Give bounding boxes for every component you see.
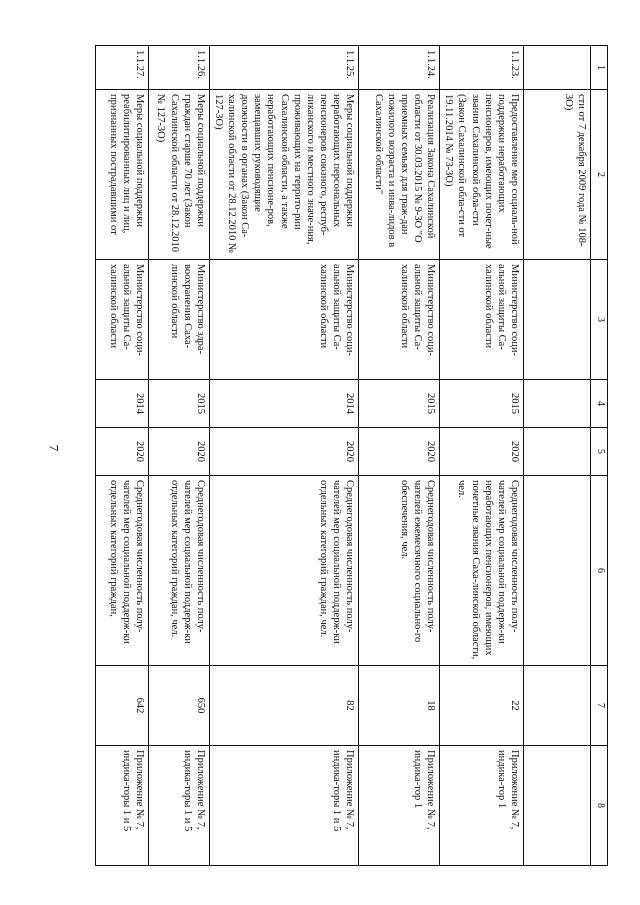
start-year: 2015 <box>148 380 209 428</box>
measure-name: Меры социальной поддержки неработающих персональных пенсионеров союзного, респуб-ликанского и местного значе-ния, проживающих на террито-рии Сахалинской области, а также неработающих пенсионе-ров, замещавших руководящие должности в органах (Закон Са-халинской области от 28.12.2010 № 127-ЗО) <box>209 90 358 260</box>
executor: Министерство соци-альной защиты Са-халинской области <box>359 260 440 380</box>
header-cell: 4 <box>591 380 608 428</box>
table-row <box>95 46 148 866</box>
end-year: 2020 <box>440 428 524 476</box>
header-cell: 6 <box>591 476 608 666</box>
end-year: 2020 <box>209 428 358 476</box>
row-number: 1.1.25. <box>209 46 358 90</box>
end-year: 2020 <box>95 428 148 476</box>
measure-name: Предоставление мер социаль-ной поддержки неработающих пенсионеров, имеющих почет-ные звания Сахалинской обла-сти (Закон Сахалинской обла-сти от 19.11.2014 № 73-ЗО) <box>440 90 524 260</box>
executor: Министерство соци-альной защиты Са-халинской области <box>209 260 358 380</box>
indicator: Среднегодовая численность полу-чателей мер социальной поддерж-ки отдельных категорий граждан, чел. <box>148 476 209 666</box>
header-cell: 7 <box>591 666 608 746</box>
start-year: 2014 <box>209 380 358 428</box>
table-row <box>524 46 591 866</box>
row-number: 1.1.27. <box>95 46 148 90</box>
executor: Министерство здра-воохранения Саха-линской области <box>148 260 209 380</box>
program-measures-table <box>95 45 608 866</box>
rotated-table-container <box>107 45 608 865</box>
row-number: 1.1.23. <box>440 46 524 90</box>
row-number <box>524 46 591 90</box>
indicator-value <box>524 666 591 746</box>
appendix-link: Приложение № 7, индика-тор 1 <box>359 746 440 866</box>
indicator: Среднегодовая численность полу-чателей мер социальной поддерж-ки неработающих пенсионеров, имеющих почетные звания Саха-линской области, чел. <box>440 476 524 666</box>
table-row <box>359 46 440 866</box>
measure-name: Меры социальной поддержки реабилитированных лиц и лиц, признанных пострадавшими от <box>95 90 148 260</box>
header-row <box>591 46 608 866</box>
indicator-value: 650 <box>148 666 209 746</box>
indicator <box>524 476 591 666</box>
start-year: 2015 <box>440 380 524 428</box>
appendix-link: Приложение № 7, индика-торы 1 и 5 <box>148 746 209 866</box>
row-number: 1.1.24. <box>359 46 440 90</box>
appendix-link: Приложение № 7, индика-торы 1 и 5 <box>95 746 148 866</box>
start-year: 2015 <box>359 380 440 428</box>
indicator: Среднегодовая численность полу-чателей мер социальной поддерж-ки отдельных категорий граждан, <box>95 476 148 666</box>
appendix-link: Приложение № 7, индика-тор 1 <box>440 746 524 866</box>
appendix-link <box>524 746 591 866</box>
table-row <box>148 46 209 866</box>
measure-name: Реализация Закона Сахалинской области от 30.03.2015 № 9-ЗО "О приемных семьях для граж-дан пожилого возраста и инва-лидов в Сахалинской области" <box>359 90 440 260</box>
header-cell: 3 <box>591 260 608 380</box>
measure-name: Меры социальной поддержки граждан старше 70 лет (Закон Сахалинской области от 28.12.2010 № 127-ЗО) <box>148 90 209 260</box>
indicator: Среднегодовая численность полу-чателей ежемесячного социально-го обеспечения, чел. <box>359 476 440 666</box>
executor: Министерство соци-альной защиты Са-халинской области <box>440 260 524 380</box>
page-number: 7 <box>46 444 62 452</box>
header-cell: 8 <box>591 746 608 866</box>
executor: Министерство соци-альной защиты Са-халинской области <box>95 260 148 380</box>
header-cell: 2 <box>591 90 608 260</box>
indicator-value: 642 <box>95 666 148 746</box>
executor <box>524 260 591 380</box>
indicator-value: 22 <box>440 666 524 746</box>
start-year <box>524 380 591 428</box>
end-year <box>524 428 591 476</box>
indicator-value: 18 <box>359 666 440 746</box>
table-row <box>209 46 358 866</box>
indicator-value: 82 <box>209 666 358 746</box>
start-year: 2014 <box>95 380 148 428</box>
table-row <box>440 46 524 866</box>
indicator: Среднегодовая численность полу-чателей мер социальной поддерж-ки отдельных категорий граждан, чел. <box>209 476 358 666</box>
header-cell: 1 <box>591 46 608 90</box>
measure-name: сти от 7 декабря 2009 года № 108-ЗО) <box>524 90 591 260</box>
header-cell: 5 <box>591 428 608 476</box>
row-number: 1.1.26. <box>148 46 209 90</box>
end-year: 2020 <box>148 428 209 476</box>
end-year: 2020 <box>359 428 440 476</box>
appendix-link: Приложение № 7, индика-торы 1 и 5 <box>209 746 358 866</box>
